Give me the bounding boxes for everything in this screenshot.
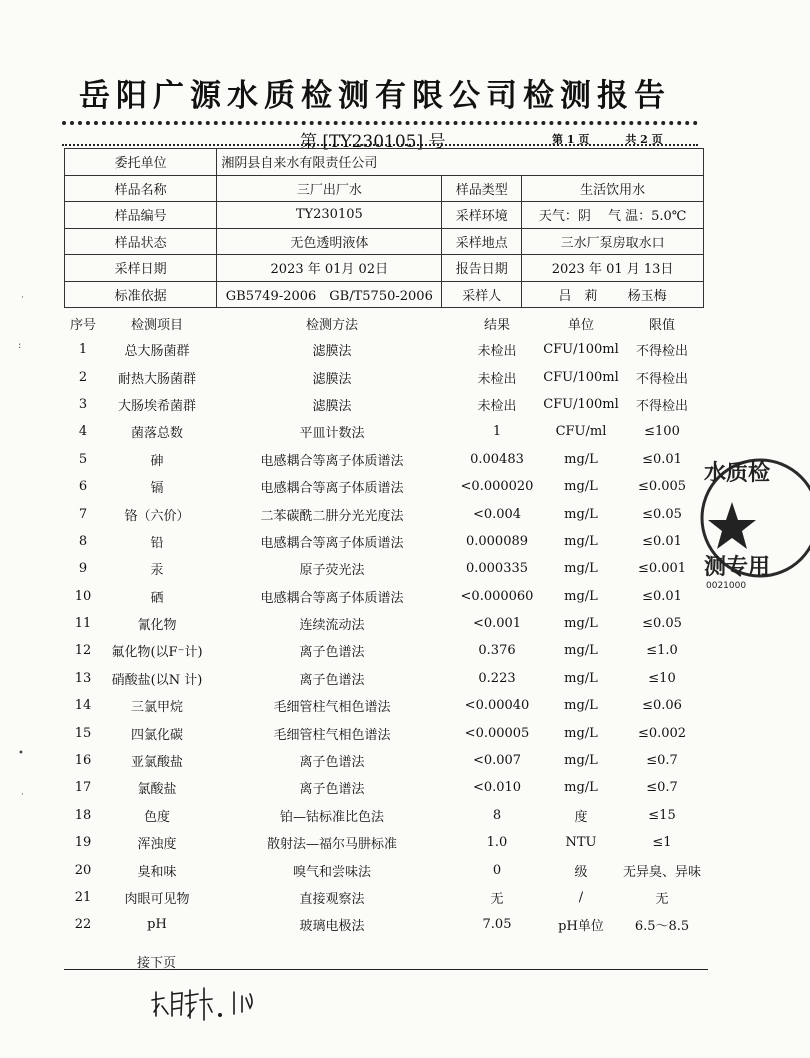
result-limit: 不得检出 bbox=[635, 398, 688, 414]
result-item: 氟化物(以F⁻计) bbox=[111, 645, 203, 661]
result-no: 14 bbox=[74, 698, 92, 714]
result-result: <0.007 bbox=[472, 753, 522, 769]
result-limit: ≤0.01 bbox=[642, 451, 682, 467]
result-no: 20 bbox=[74, 862, 92, 878]
result-no: 16 bbox=[74, 753, 92, 769]
header-result: 结果 bbox=[483, 317, 510, 333]
result-result: <0.010 bbox=[472, 780, 522, 796]
result-no: 3 bbox=[78, 396, 88, 412]
state-label: 样品状态 bbox=[65, 228, 217, 255]
result-row bbox=[64, 363, 704, 390]
result-method: 毛细管柱气相色谱法 bbox=[273, 727, 391, 743]
result-limit: ≤1.0 bbox=[646, 643, 678, 659]
env-value: 天气：阴 气 温：5.0℃ bbox=[522, 202, 704, 229]
result-no: 9 bbox=[78, 561, 88, 577]
report-title: 岳阳广源水质检测有限公司检测报告 bbox=[79, 78, 671, 114]
sample-type-label: 样品类型 bbox=[442, 175, 522, 202]
result-method: 离子色谱法 bbox=[299, 672, 365, 688]
result-limit: ≤15 bbox=[648, 807, 676, 823]
result-method: 离子色谱法 bbox=[299, 755, 365, 771]
result-unit: mg/L bbox=[564, 780, 598, 796]
result-method: 原子荧光法 bbox=[299, 563, 365, 579]
sampler-label: 采样人 bbox=[442, 281, 522, 308]
result-item: 大肠埃希菌群 bbox=[117, 398, 196, 414]
result-unit: mg/L bbox=[564, 506, 598, 522]
result-unit: NTU bbox=[565, 835, 597, 851]
result-unit: mg/L bbox=[564, 561, 598, 577]
standard-label: 标准依据 bbox=[65, 281, 217, 308]
sampler-value: 吕 莉 杨玉梅 bbox=[522, 281, 704, 308]
report-date-value: 2023 年 01 月 13日 bbox=[522, 255, 704, 282]
info-row-dates bbox=[65, 255, 704, 282]
edge-mark: ˙ bbox=[20, 793, 25, 804]
result-limit: ≤0.05 bbox=[642, 506, 682, 522]
svg-text:0021000: 0021000 bbox=[706, 581, 747, 591]
result-row bbox=[64, 473, 704, 500]
result-limit: ≤1 bbox=[652, 835, 672, 851]
result-result: 无 bbox=[490, 892, 504, 907]
result-result: 0.376 bbox=[478, 643, 516, 659]
result-method: 离子色谱法 bbox=[299, 782, 365, 798]
result-result: 0.223 bbox=[478, 670, 516, 686]
result-method: 电感耦合等离子体质谱法 bbox=[260, 590, 404, 606]
result-row bbox=[64, 802, 704, 829]
result-limit: ≤0.005 bbox=[637, 479, 687, 495]
result-unit: / bbox=[578, 890, 584, 905]
sample-type-value: 生活饮用水 bbox=[522, 175, 704, 202]
result-unit: mg/L bbox=[564, 479, 598, 495]
result-item: pH bbox=[147, 917, 167, 933]
result-limit: 无 bbox=[655, 892, 669, 907]
result-item: 铬（六价） bbox=[124, 508, 190, 524]
sample-no-value: TY230105 bbox=[217, 202, 442, 229]
header-item: 检测项目 bbox=[130, 317, 183, 333]
result-unit: mg/L bbox=[564, 670, 598, 686]
sample-no-label: 样品编号 bbox=[65, 202, 217, 229]
result-limit: ≤0.06 bbox=[642, 698, 682, 714]
result-no: 22 bbox=[74, 917, 92, 933]
edge-mark: ˙ bbox=[20, 296, 25, 307]
location-label: 采样地点 bbox=[442, 228, 522, 255]
result-no: 15 bbox=[74, 725, 92, 741]
result-method: 连续流动法 bbox=[299, 618, 365, 634]
result-limit: ≤100 bbox=[644, 424, 680, 440]
page-number: 第 1 页 bbox=[552, 133, 590, 146]
env-label: 采样环境 bbox=[442, 202, 522, 229]
result-result: <0.000060 bbox=[460, 588, 534, 604]
result-limit: ≤0.01 bbox=[642, 533, 682, 549]
result-item: 四氯化碳 bbox=[130, 727, 183, 743]
result-result: 0.000089 bbox=[465, 533, 529, 549]
result-no: 12 bbox=[74, 643, 92, 659]
result-result: 0 bbox=[492, 862, 502, 878]
result-row bbox=[64, 692, 704, 719]
result-result: 未检出 bbox=[477, 344, 517, 360]
result-method: 滤膜法 bbox=[312, 344, 352, 360]
result-method: 滤膜法 bbox=[312, 398, 352, 414]
svg-text:水质检: 水质检 bbox=[704, 461, 771, 486]
result-item: 耐热大肠菌群 bbox=[117, 371, 196, 387]
result-row bbox=[64, 391, 704, 418]
result-item: 硝酸盐(以N 计) bbox=[111, 672, 203, 688]
result-limit: ≤0.05 bbox=[642, 616, 682, 632]
result-row bbox=[64, 747, 704, 774]
result-result: <0.000020 bbox=[460, 479, 534, 495]
result-limit: 无异臭、异味 bbox=[622, 864, 701, 880]
result-method: 铂—钴标准比色法 bbox=[279, 809, 384, 825]
result-no: 21 bbox=[74, 890, 92, 905]
result-result: 未检出 bbox=[477, 371, 517, 387]
result-no: 7 bbox=[78, 506, 88, 522]
client-value: 湘阴县自来水有限责任公司 bbox=[217, 149, 704, 176]
result-method: 二苯碳酰二肼分光光度法 bbox=[260, 508, 404, 524]
result-result: 0.00483 bbox=[470, 451, 524, 467]
result-method: 玻璃电极法 bbox=[299, 919, 365, 935]
result-no: 6 bbox=[78, 479, 88, 495]
result-item: 三氯甲烷 bbox=[130, 700, 183, 716]
standard-value: GB5749-2006 GB/T5750-2006 bbox=[217, 281, 442, 308]
result-item: 镉 bbox=[150, 481, 164, 497]
result-item: 菌落总数 bbox=[130, 426, 183, 442]
result-limit: ≤0.01 bbox=[642, 588, 682, 604]
result-limit: ≤0.002 bbox=[637, 725, 687, 741]
edge-mark: : bbox=[18, 340, 22, 351]
result-row bbox=[64, 856, 704, 883]
bottom-rule bbox=[64, 969, 708, 970]
result-unit: mg/L bbox=[564, 643, 598, 659]
info-row-client bbox=[65, 149, 704, 176]
result-row bbox=[64, 528, 704, 555]
result-method: 电感耦合等离子体质谱法 bbox=[260, 481, 404, 497]
result-method: 直接观察法 bbox=[299, 892, 365, 907]
result-no: 11 bbox=[74, 616, 92, 632]
report-number: 第 [TY230105] 号 bbox=[300, 132, 446, 152]
result-unit: 级 bbox=[574, 864, 588, 880]
result-no: 2 bbox=[78, 369, 88, 385]
result-item: 氰化物 bbox=[137, 618, 177, 634]
result-row bbox=[64, 719, 704, 746]
result-item: 铅 bbox=[150, 535, 164, 551]
result-row bbox=[64, 884, 704, 911]
sampling-date-label: 采样日期 bbox=[65, 255, 217, 282]
edge-mark: • bbox=[18, 748, 24, 759]
result-result: 7.05 bbox=[482, 917, 512, 933]
result-result: <0.00005 bbox=[464, 725, 530, 741]
result-no: 19 bbox=[74, 835, 92, 851]
result-row bbox=[64, 583, 704, 610]
result-item: 氯酸盐 bbox=[137, 782, 177, 798]
results-table bbox=[64, 310, 704, 939]
result-no: 5 bbox=[78, 451, 88, 467]
result-unit: CFU/ml bbox=[555, 424, 607, 440]
result-unit: mg/L bbox=[564, 533, 598, 549]
result-row bbox=[64, 911, 704, 938]
result-item: 肉眼可见物 bbox=[124, 892, 190, 907]
inspection-stamp bbox=[700, 440, 771, 591]
page-info bbox=[552, 131, 663, 147]
state-value: 无色透明液体 bbox=[217, 228, 442, 255]
result-limit: ≤0.7 bbox=[646, 780, 678, 796]
result-item: 臭和味 bbox=[137, 864, 177, 880]
result-unit: mg/L bbox=[564, 616, 598, 632]
svg-text:测专用: 测专用 bbox=[704, 555, 771, 580]
result-method: 电感耦合等离子体质谱法 bbox=[260, 535, 404, 551]
result-no: 1 bbox=[78, 342, 88, 358]
result-unit: mg/L bbox=[564, 451, 598, 467]
info-row-standard bbox=[65, 281, 704, 308]
result-no: 18 bbox=[74, 807, 92, 823]
result-result: <0.00040 bbox=[464, 698, 530, 714]
result-row bbox=[64, 418, 704, 445]
dotted-divider bbox=[62, 121, 698, 125]
info-row-sample-no bbox=[65, 202, 704, 229]
result-result: <0.001 bbox=[472, 616, 522, 632]
sample-name-value: 三厂出厂水 bbox=[217, 175, 442, 202]
result-result: 1.0 bbox=[486, 835, 508, 851]
result-unit: mg/L bbox=[564, 698, 598, 714]
result-method: 嗅气和尝味法 bbox=[292, 864, 371, 880]
result-limit: ≤0.7 bbox=[646, 753, 678, 769]
result-unit: pH单位 bbox=[558, 919, 604, 935]
result-limit: 6.5～8.5 bbox=[634, 919, 690, 935]
result-method: 散射法—福尔马肼标准 bbox=[266, 837, 397, 853]
header-no: 序号 bbox=[69, 317, 96, 333]
result-result: 8 bbox=[492, 807, 502, 823]
result-item: 亚氯酸盐 bbox=[130, 755, 183, 771]
result-row bbox=[64, 610, 704, 637]
result-row bbox=[64, 446, 704, 473]
result-item: 浑浊度 bbox=[137, 837, 177, 853]
result-row bbox=[64, 555, 704, 582]
result-row bbox=[64, 774, 704, 801]
result-row bbox=[64, 336, 704, 363]
result-row bbox=[64, 829, 704, 856]
result-no: 4 bbox=[78, 424, 88, 440]
result-item: 砷 bbox=[150, 453, 164, 469]
result-limit: 不得检出 bbox=[635, 371, 688, 387]
result-result: 0.000335 bbox=[465, 561, 529, 577]
result-method: 滤膜法 bbox=[312, 371, 352, 387]
result-unit: mg/L bbox=[564, 753, 598, 769]
result-item: 汞 bbox=[150, 563, 164, 579]
sample-name-label: 样品名称 bbox=[65, 175, 217, 202]
sampling-date-value: 2023 年 01月 02日 bbox=[217, 255, 442, 282]
result-result: <0.004 bbox=[472, 506, 522, 522]
result-limit: ≤10 bbox=[648, 670, 676, 686]
result-limit: ≤0.001 bbox=[637, 561, 687, 577]
result-item: 总大肠菌群 bbox=[124, 344, 190, 360]
location-value: 三水厂泵房取水口 bbox=[522, 228, 704, 255]
handwritten-signature bbox=[150, 982, 290, 1024]
header-unit: 单位 bbox=[567, 317, 594, 333]
result-method: 平皿计数法 bbox=[299, 426, 365, 442]
result-method: 离子色谱法 bbox=[299, 645, 365, 661]
result-no: 13 bbox=[74, 670, 92, 686]
result-no: 10 bbox=[74, 588, 92, 604]
page-total: 共 2 页 bbox=[625, 133, 663, 146]
result-unit: CFU/100ml bbox=[543, 396, 619, 412]
info-row-sample-name bbox=[65, 175, 704, 202]
result-no: 17 bbox=[74, 780, 92, 796]
continue-note: 接下页 bbox=[137, 956, 177, 971]
result-unit: mg/L bbox=[564, 725, 598, 741]
result-no: 8 bbox=[78, 533, 88, 549]
result-unit: CFU/100ml bbox=[543, 369, 619, 385]
info-row-state bbox=[65, 228, 704, 255]
result-row bbox=[64, 665, 704, 692]
result-row bbox=[64, 637, 704, 664]
result-item: 色度 bbox=[143, 809, 170, 825]
client-label: 委托单位 bbox=[65, 149, 217, 176]
result-result: 未检出 bbox=[477, 398, 517, 414]
sample-info-table bbox=[64, 148, 704, 308]
result-unit: mg/L bbox=[564, 588, 598, 604]
results-header-row bbox=[64, 310, 704, 336]
result-result: 1 bbox=[492, 424, 502, 440]
report-date-label: 报告日期 bbox=[442, 255, 522, 282]
result-unit: 度 bbox=[574, 809, 588, 825]
result-method: 毛细管柱气相色谱法 bbox=[273, 700, 391, 716]
result-limit: 不得检出 bbox=[635, 344, 688, 360]
header-method: 检测方法 bbox=[305, 317, 358, 333]
result-method: 电感耦合等离子体质谱法 bbox=[260, 453, 404, 469]
result-item: 硒 bbox=[150, 590, 164, 606]
header-limit: 限值 bbox=[648, 317, 675, 333]
result-unit: CFU/100ml bbox=[543, 342, 619, 358]
result-row bbox=[64, 500, 704, 527]
